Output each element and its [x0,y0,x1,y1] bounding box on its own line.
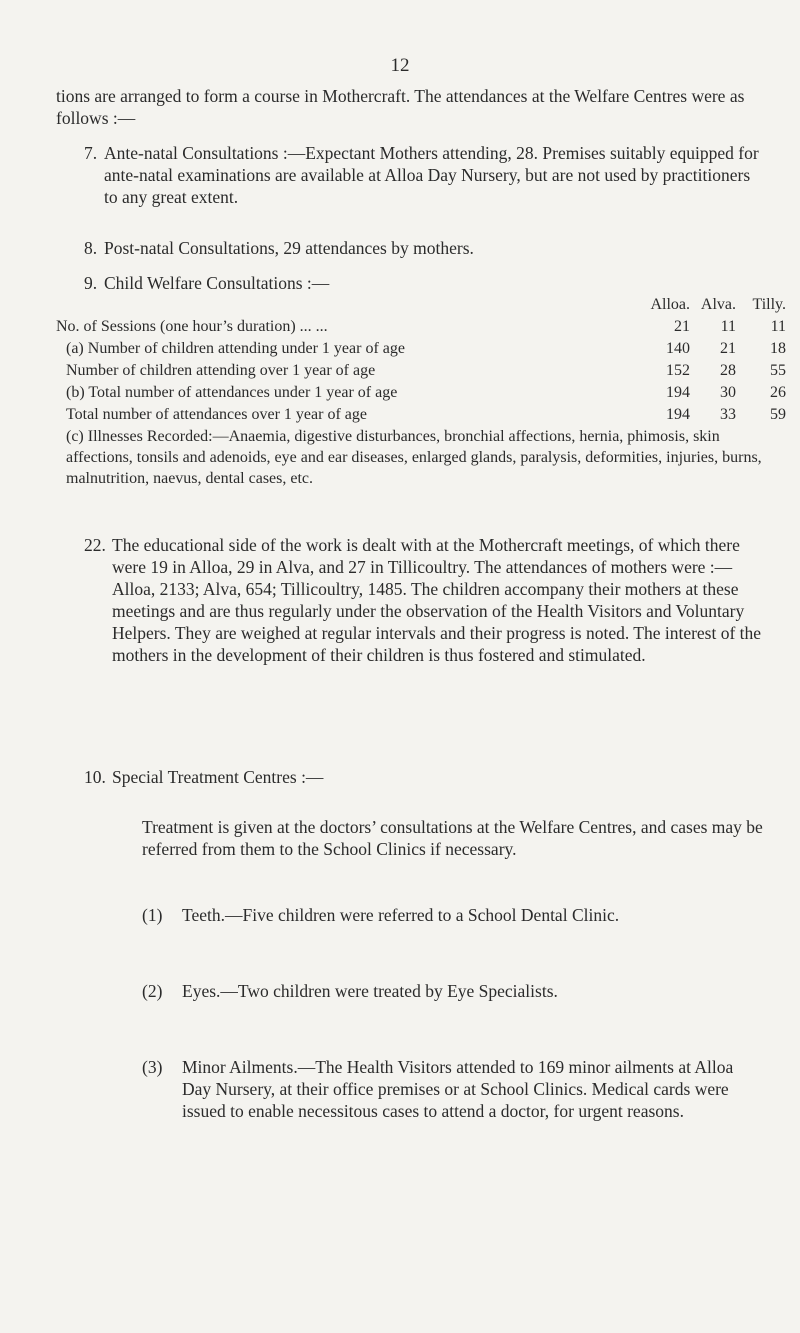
item-8-text: Post-natal Consultations, 29 attendances by mothers. [104,238,474,258]
sub-item-number: (3) [142,1057,163,1077]
column-header-alloa: Alloa. [650,296,690,313]
page-number: 12 [390,55,410,76]
cell-alloa: 21 [674,318,690,335]
cell-alva: 33 [720,406,736,423]
sub-item-text: Teeth.—Five children were referred to a School Dental Clinic. [182,905,620,925]
cell-alva: 28 [720,362,736,379]
cell-tilly: 59 [770,406,786,423]
item-8-number: 8. [84,238,98,258]
cell-alva: 21 [720,340,736,357]
item-10-number: 10. [84,767,106,787]
item-9-heading: Child Welfare Consultations :— [104,273,330,293]
row-label: (b) Total number of attendances under 1 year of age [66,384,398,401]
table-row [56,404,796,426]
cell-tilly: 55 [770,362,786,379]
table-row [56,382,796,404]
row-label: No. of Sessions (one hour’s duration) ... ... [56,318,328,335]
item-10 [84,766,764,790]
item-8 [84,237,764,261]
row-label: (a) Number of children attending under 1 year of age [66,340,405,357]
table-header-row [56,294,796,316]
item-7-text: Ante-natal Consultations :—Expectant Mothers attending, 28. Premises suitably equipped for ante-natal examinations are available at Alloa Day Nursery, but are not used by practitioners to any great extent. [104,143,759,207]
row-label: Total number of attendances over 1 year of age [66,406,367,423]
cell-tilly: 11 [770,318,786,335]
cell-alloa: 152 [666,362,690,379]
table-row [56,360,796,382]
cell-alloa: 194 [666,406,690,423]
row-label: Number of children attending over 1 year of age [66,362,376,379]
cell-alloa: 140 [666,340,690,357]
column-header-tilly: Tilly. [752,296,786,313]
item-22-number: 22. [84,535,106,555]
cell-alloa: 194 [666,384,690,401]
item-9-number: 9. [84,273,98,293]
sub-item-text: Minor Ailments.—The Health Visitors attended to 169 minor ailments at Alloa Day Nursery, at their office premises or at School Clinics. Medical cards were issued to enable necessitous cases to attend a doctor, for urgent reasons. [182,1057,734,1121]
child-welfare-table [56,294,796,489]
sub-item-text: Eyes.—Two children were treated by Eye Specialists. [182,981,558,1001]
table-row [56,316,796,338]
sub-item-minor-ailments [142,1056,764,1176]
item-9 [84,272,764,296]
sub-item-number: (1) [142,905,163,925]
cell-tilly: 26 [770,384,786,401]
cell-tilly: 18 [770,340,786,357]
item-10-text: Treatment is given at the doctors’ consultations at the Welfare Centres, and cases may be referred from them to the School Clinics if necessary. [142,817,763,859]
column-header-alva: Alva. [700,296,736,313]
cell-alva: 30 [720,384,736,401]
sub-item-teeth [142,904,764,954]
item-7-number: 7. [84,143,98,163]
cell-alva: 11 [720,318,736,335]
table-row [56,338,796,360]
item-22 [84,534,764,734]
illnesses-recorded: (c) Illnesses Recorded:—Anaemia, digestive disturbances, bronchial affections, hernia, phimosis, skin affections, tonsils and adenoids, eye and ear diseases, enlarged glands, paralysis, deformities, injuries, burns, malnutrition, naevus, dental cases, etc. [66,428,762,487]
intro-paragraph: tions are arranged to form a course in Mothercraft. The attendances at the Welfare Centres were as follows :— [56,86,745,128]
sub-item-number: (2) [142,981,163,1001]
sub-item-eyes [142,980,764,1030]
item-10-heading: Special Treatment Centres :— [112,767,324,787]
item-22-text: The educational side of the work is dealt with at the Mothercraft meetings, of which there were 19 in Alloa, 29 in Alva, and 27 in Tillicoultry. The attendances of mothers were :—Alloa, 2133; Alva, 654; Tillicoultry, 1485. The children accompany their mothers at these meetings and are thus regularly under the observation of the Health Visitors and Voluntary Helpers. They are weighed at regular intervals and their progress is noted. The interest of the mothers in the development of their children is thus fostered and stimulated. [112,535,762,665]
item-7 [84,142,764,252]
